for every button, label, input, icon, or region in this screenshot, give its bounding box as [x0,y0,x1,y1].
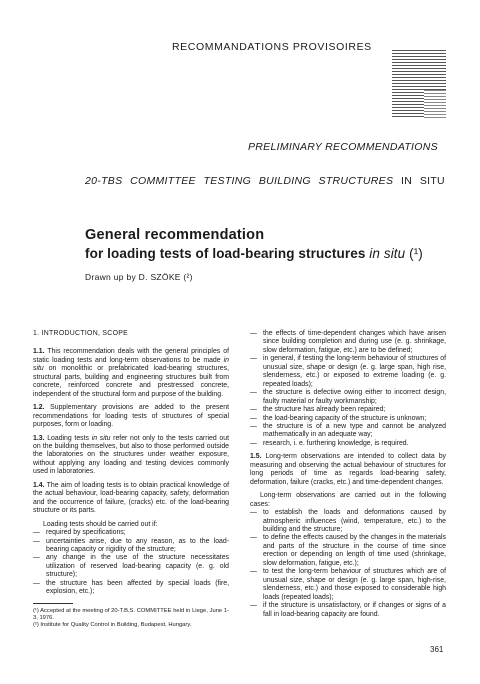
committee-word: BUILDING [258,175,311,187]
title-line-2 [85,246,423,261]
title-footnote-ref: (¹) [405,246,423,261]
page-number: 361 [430,645,444,654]
list-item: — the structure has been affected by special loads (fire, explosion, etc.); [33,580,229,597]
para-text: Supplementary provisions are added to the present recommendations for loading tests of structures of special purposes, form or loading. [33,404,229,429]
series-header: RECOMMANDATIONS PROVISOIRES [172,41,372,53]
footnote-1: (¹) Accepted at the meeting of 20-T.B.S. COMMITTEE held in Liege, June 1-3, 1976. [33,607,229,621]
paragraph-intro: Long-term observations are carried out in the following cases: [250,492,446,508]
paragraph-1-3 [33,435,229,477]
para-number: 1.5. [250,453,262,461]
author-line: Drawn up by D. SZÖKE (²) [85,272,193,282]
para-number: 1.4. [33,481,45,489]
committee-word: IN [401,175,413,187]
para-italic: in situ [33,356,229,373]
paragraph-intro: Loading tests should be carried out if: [43,520,158,528]
list-item: — the structure has already been repaired; [250,406,446,414]
list-item: — uncertainties arise, due to any reason, as to the load-bearing capacity or rigidity of the structure; [33,538,229,555]
striped-logo-icon [392,50,446,118]
section-header: PRELIMINARY RECOMMENDATIONS [248,141,438,153]
list-item: — the structure is of a new type and cannot be analyzed mathematically in an adequate way; [250,423,446,440]
list-item: — if the structure is unsatisfactory, or if changes or signs of a fall in load-bearing capacity are found. [250,602,446,619]
para-text: on monolithic or prefabricated load-bearing structures, structural parts, building and engineering structures built from concrete, reinforced concrete and prestressed concrete, independent of the structural form and purpose of the building. [33,365,229,398]
list-item: — in general, if testing the long-term behaviour of structures of unusual size, shape or design (e. g. large span, high rise, slenderness, etc.) or exposed to extreme loading (e. g. repeated loads); [250,355,446,389]
para-text: Long-term observations are intended to collect data by measuring and observing the actual behaviour of structures for long periods of time as regards load-bearing safety, deformation, failure (cracks, etc.) and time-dependent changes. [250,453,446,486]
committee-line [85,175,445,187]
paragraph-1-5 [250,453,446,487]
committee-word: COMMITTEE [130,175,196,187]
list-item: — any change in the use of the structure necessitates utilization of reserved load-bearing capacity (e. g. old structure); [33,554,229,579]
para-text: The aim of loading tests is to obtain practical knowledge of the actual behaviour, load-bearing capacity, safety, deformation and the occurrence of failure, (cracks) etc. of the load-bearing structure or its parts. [33,481,229,515]
list-item: — the structure is defective owing either to incorrect design, faulty material or faulty workmanship; [250,389,446,406]
list-item: — the effects of time-dependent changes which have arisen since building completion and during use (e. g. shrinkage, slow deformation, fatigue, etc.) are to be defined; [250,330,446,355]
committee-word: 20-TBS [85,175,123,187]
list-item: — the load-bearing capacity of the structure is unknown; [250,415,446,423]
title-text: for loading tests of load-bearing structures [85,246,370,261]
title-line-1: General recommendation [85,227,265,243]
footnote-2: (²) Institute for Quality Control in Building, Budapest, Hungary. [33,621,192,628]
paragraph-1-4 [33,482,229,516]
list-item: — to establish the loads and deformations caused by atmospheric influences (wind, temperature, etc.) to the building and the structure; [250,509,446,534]
list-item: — required by specifications; [33,529,229,537]
paragraph-1-1 [33,348,229,399]
left-column [33,330,229,629]
list-item: — research, i. e. furthering knowledge, is required. [250,440,446,448]
para-text: This recommendation deals with the general principles of static loading tests and long-term observations to be made [33,348,229,364]
committee-word: TESTING [203,175,252,187]
right-column [250,330,446,619]
committee-word: STRUCTURES [318,175,394,187]
para-text: Loading tests [44,434,92,442]
para-number: 1.2. [33,404,45,412]
title-italic: in situ [369,246,406,261]
footnote-divider [33,603,73,604]
para-italic: in situ [91,434,111,442]
para-number: 1.3. [33,434,45,442]
paragraph-1-2 [33,404,229,429]
para-number: 1.1. [33,348,45,356]
para-text: refer not only to the tests carried out on the building themselves, but also to those performed outside the laboratories on the structures under weather exposure, without applying any loading and testing devices commonly used in laboratories. [33,434,229,476]
committee-word: SITU [419,175,445,187]
list-item: — to test the long-term behaviour of structures which are of unusual size, shape or design (e. g. large span, high-rise, slenderness, etc.) and those exposed to considerable high loads (repeated loads); [250,568,446,602]
section-heading: 1. INTRODUCTION, SCOPE [33,330,129,337]
list-item: — to define the effects caused by the changes in the materials and parts of the structure in the course of time since erection or depending on length of time used (shrinkage, slow deformation, fatigue, etc.); [250,534,446,568]
